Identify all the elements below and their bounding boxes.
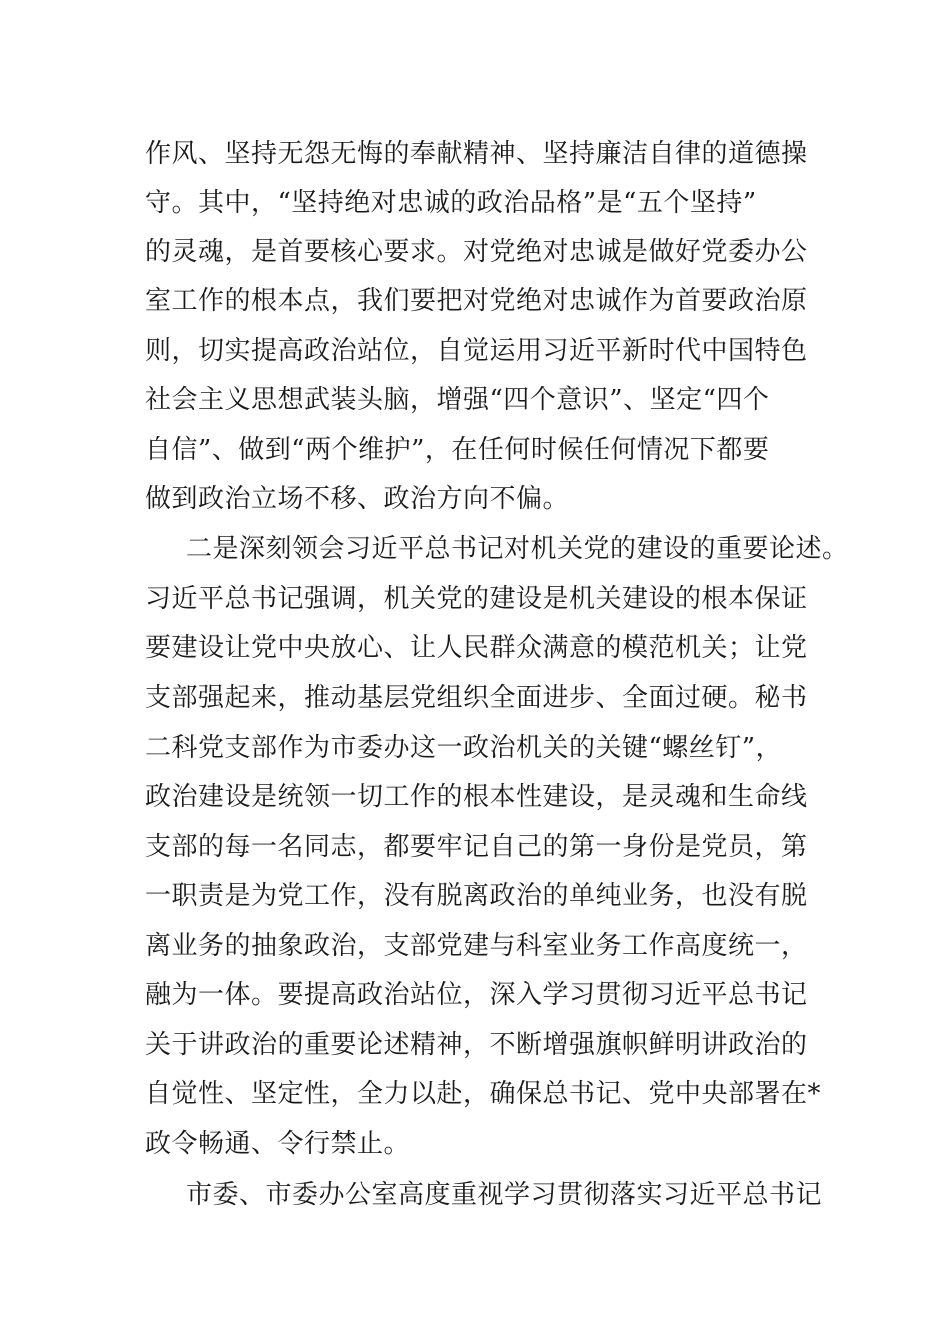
text-line: 则，切实提高政治站位，自觉运用习近平新时代中国特色 bbox=[145, 336, 808, 366]
text-line: 室工作的根本点，我们要把对党绝对忠诚作为首要政治原 bbox=[145, 286, 808, 316]
text-line: 自信”、做到“两个维护”，在任何时候任何情况下都要 bbox=[145, 435, 770, 465]
text-line: 政治建设是统领一切工作的根本性建设，是灵魂和生命线 bbox=[145, 782, 808, 812]
text-line: 习近平总书记强调，机关党的建设是机关建设的根本保证 bbox=[145, 584, 808, 614]
paragraph-start-line: 二是深刻领会习近平总书记对机关党的建设的重要论述。 bbox=[186, 534, 849, 564]
text-line: 守。其中，“坚持绝对忠诚的政治品格”是“五个坚持” bbox=[145, 188, 757, 218]
text-line: 离业务的抽象政治，支部党建与科室业务工作高度统一， bbox=[145, 931, 808, 961]
text-line: 自觉性、坚定性，全力以赴，确保总书记、党中央部署在* bbox=[145, 1079, 822, 1109]
text-line: 二科党支部作为市委办这一政治机关的关键“螺丝钉”， bbox=[145, 733, 783, 763]
text-line: 支部强起来，推动基层党组织全面进步、全面过硬。秘书 bbox=[145, 683, 808, 713]
text-line: 的灵魂，是首要核心要求。对党绝对忠诚是做好党委办公 bbox=[145, 237, 808, 267]
text-line: 支部的每一名同志，都要牢记自己的第一身份是党员，第 bbox=[145, 832, 808, 862]
text-line: 要建设让党中央放心、让人民群众满意的模范机关；让党 bbox=[145, 633, 808, 663]
text-line: 社会主义思想武装头脑，增强“四个意识”、坚定“四个 bbox=[145, 385, 770, 415]
paragraph-start-line: 市委、市委办公室高度重视学习贯彻落实习近平总书记 bbox=[186, 1180, 823, 1210]
text-line: 政令畅通、令行禁止。 bbox=[145, 1129, 411, 1159]
text-line: 一职责是为党工作，没有脱离政治的单纯业务，也没有脱 bbox=[145, 881, 808, 911]
text-line: 做到政治立场不移、政治方向不偏。 bbox=[145, 484, 570, 514]
text-line: 关于讲政治的重要论述精神，不断增强旗帜鲜明讲政治的 bbox=[145, 1030, 808, 1060]
text-line: 作风、坚持无怨无悔的奉献精神、坚持廉洁自律的道德操 bbox=[145, 139, 808, 169]
text-line: 融为一体。要提高政治站位，深入学习贯彻习近平总书记 bbox=[145, 980, 808, 1010]
